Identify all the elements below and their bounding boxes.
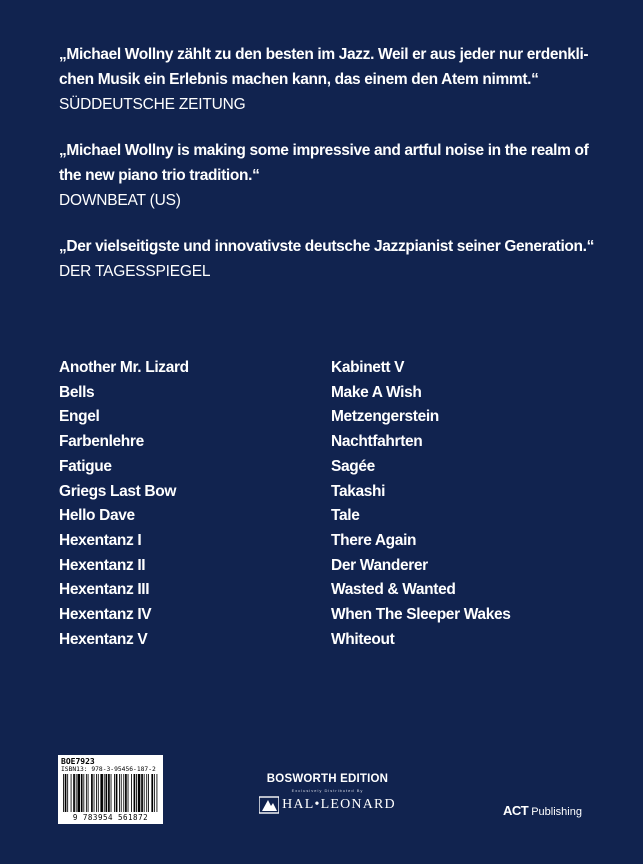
quote-text: „Michael Wollny zählt zu den besten im Jazz. Weil er aus jeder nur erdenkli- chen Musik ein Erlebnis machen kann, das einem den Atem nimmt.“ bbox=[59, 46, 589, 88]
quotes-section bbox=[59, 42, 604, 305]
act-publishing-logo bbox=[503, 803, 582, 818]
track-title: Hexentanz V bbox=[59, 630, 148, 648]
track-title: Sagée bbox=[331, 457, 375, 475]
track-title: Hexentanz I bbox=[59, 531, 142, 549]
quote-text: „Michael Wollny is making some impressive and artful noise in the realm of the new piano trio tradition.“ bbox=[59, 142, 589, 184]
quote-source: DER TAGESSPIEGEL bbox=[59, 263, 211, 280]
track-title: Make A Wish bbox=[331, 383, 422, 401]
track-column-left bbox=[59, 356, 331, 652]
track-title: Bells bbox=[59, 383, 95, 401]
quote bbox=[59, 234, 604, 284]
quote bbox=[59, 138, 604, 213]
barcode-number: 9 783954 561872 bbox=[61, 813, 160, 822]
act-publishing-label: Publishing bbox=[531, 806, 582, 818]
track-title: Farbenlehre bbox=[59, 433, 144, 451]
isbn: ISBN13: 978-3-95456-187-2 bbox=[61, 766, 156, 773]
quote bbox=[59, 42, 604, 117]
track-title: Kabinett V bbox=[331, 359, 405, 376]
track-title: Griegs Last Bow bbox=[59, 482, 177, 500]
track-title: Wasted & Wanted bbox=[331, 581, 456, 599]
track-title: Whiteout bbox=[331, 630, 395, 648]
track-title: Hexentanz IV bbox=[59, 606, 152, 624]
product-code: BOE7923 bbox=[61, 757, 95, 766]
track-title: Tale bbox=[331, 507, 360, 525]
track-title: Hello Dave bbox=[59, 507, 135, 525]
track-title: Takashi bbox=[331, 482, 386, 500]
track-title: Hexentanz III bbox=[59, 581, 150, 599]
track-title: Nachtfahrten bbox=[331, 433, 423, 451]
act-logo: ACT bbox=[503, 803, 529, 818]
track-title: Fatigue bbox=[59, 457, 112, 475]
track-column-right bbox=[331, 356, 511, 652]
track-title: Hexentanz II bbox=[59, 556, 146, 574]
track-title: Engel bbox=[59, 408, 100, 426]
barcode-bars bbox=[61, 774, 160, 812]
hal-leonard-logo bbox=[240, 796, 415, 814]
track-title: When The Sleeper Wakes bbox=[331, 606, 511, 624]
hal-leonard-name: HAL•LEONARD bbox=[282, 797, 396, 812]
track-title: Der Wanderer bbox=[331, 556, 428, 574]
quote-text: „Der vielseitigste und innovativste deutsche Jazzpianist seiner Generation.“ bbox=[59, 238, 595, 255]
track-list bbox=[59, 356, 619, 652]
track-title: There Again bbox=[331, 531, 417, 549]
quote-source: DOWNBEAT (US) bbox=[59, 192, 181, 209]
track-title: Another Mr. Lizard bbox=[59, 359, 189, 376]
distributed-note: Exclusively Distributed By bbox=[291, 788, 364, 793]
publisher-block bbox=[240, 771, 415, 814]
quote-source: SÜDDEUTSCHE ZEITUNG bbox=[59, 96, 246, 113]
track-title: Metzengerstein bbox=[331, 408, 439, 426]
edition-label: BOSWORTH EDITION bbox=[266, 773, 389, 785]
hal-leonard-icon bbox=[259, 796, 279, 814]
barcode-label bbox=[58, 755, 163, 824]
